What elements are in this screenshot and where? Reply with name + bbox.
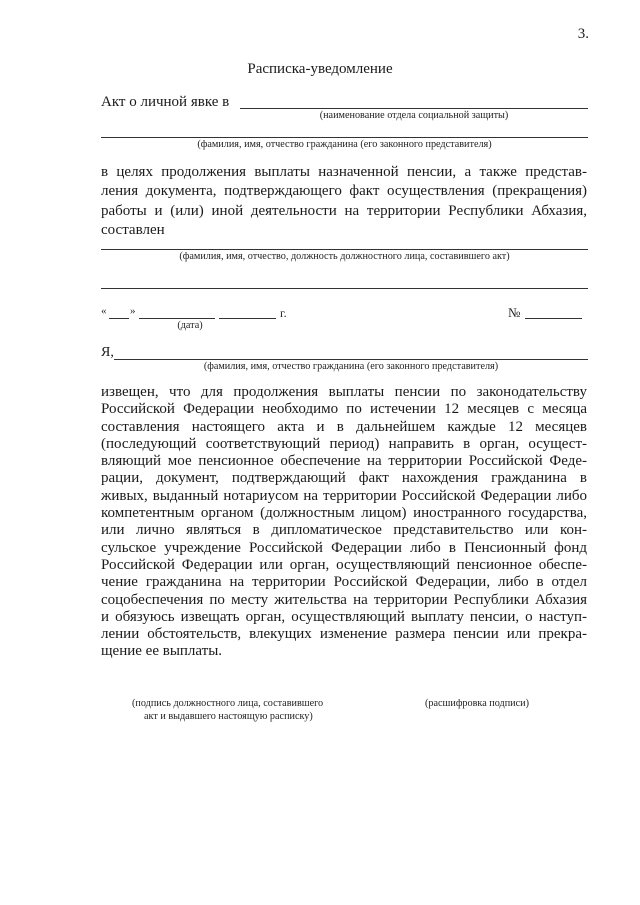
date-caption: (дата)	[177, 320, 203, 331]
paragraph-line: составлен	[101, 222, 165, 239]
number-label: №	[508, 305, 521, 320]
date-month-field[interactable]	[139, 318, 215, 319]
paragraph-line: лении обстоятельств, влекущих изменение размера пенсии или прекра-	[101, 626, 587, 643]
department-caption: (наименование отдела социальной защиты)	[319, 110, 509, 121]
official-signature-caption-line1: (подпись должностного лица, составившего	[132, 698, 324, 709]
paragraph-line: сульское учреждение Российской Федерации либо в Пенсионный фонд	[101, 539, 587, 556]
paragraph-line: чение гражданина на территории Российской Федерации, либо в отдел	[101, 574, 587, 591]
page-number: 3.	[577, 26, 589, 42]
paragraph-line: составления настоящего акта и в дальнейшем каждые 12 месяцев	[101, 418, 587, 435]
official-signature-caption-line2: акт и выдавшего настоящую расписку)	[144, 711, 313, 722]
notice-paragraph	[101, 384, 587, 661]
document-title: Расписка-уведомление	[247, 61, 393, 77]
paragraph-line: извещен, что для продолжения выплаты пенсии по законодательству	[101, 384, 587, 400]
signature-decoding-caption: (расшифровка подписи)	[425, 698, 529, 709]
date-day-close: »	[130, 305, 136, 317]
official-signature-caption	[132, 697, 323, 723]
date-year-suffix: г.	[280, 306, 287, 320]
act-label: Акт о личной явке в	[101, 94, 230, 110]
paragraph-line: живых, выданный нотариусом на территории Российской Федерации либо	[101, 487, 587, 504]
citizen-name-caption: (фамилия, имя, отчество гражданина (его законного представителя)	[197, 139, 492, 150]
official-name-caption: (фамилия, имя, отчество, должность должностного лица, составившего акт)	[179, 251, 510, 262]
paragraph-line: работы и (или) иной деятельности на территории Республики Абхазия,	[101, 202, 587, 219]
paragraph-line: в целях продолжения выплаты назначенной пенсии, а также представ-	[101, 164, 587, 180]
paragraph-line: вляющий мое пенсионное обеспечение на территории Российской Феде-	[101, 453, 587, 470]
declarant-prefix: Я,	[101, 345, 114, 360]
date-year-field[interactable]	[219, 318, 276, 319]
paragraph-line: Российской Федерации или орган, осуществляющий пенсионное обеспе-	[101, 556, 587, 573]
paragraph-line: Российской Федерации необходимо по истечении 12 месяцев с месяца	[101, 401, 587, 418]
paragraph-line: ления документа, подтверждающего факт осуществления (прекращения)	[101, 183, 587, 200]
date-day-field[interactable]	[109, 318, 129, 319]
declarant-name-caption: (фамилия, имя, отчество гражданина (его законного представителя)	[203, 361, 499, 372]
paragraph-line: компетентным органом (должностным лицом) иностранного государства,	[101, 505, 587, 522]
citizen-name-field[interactable]	[101, 137, 588, 138]
paragraph-line: соцобеспечения по месту жительства на территории Республики Абхазия	[101, 591, 587, 608]
declarant-name-field[interactable]	[114, 359, 588, 360]
paragraph-line: (последующий соответствующий период) направить в орган, осущест-	[101, 435, 587, 452]
paragraph-line: рации, документ, подтверждающий факт нахождения гражданина в	[101, 470, 587, 487]
paragraph-line: и обязуюсь извещать орган, осуществляющий выплату пенсии, о наступ-	[101, 608, 587, 625]
paragraph-line: или лично являться в дипломатическое представительство или кон-	[101, 522, 587, 539]
official-name-field[interactable]	[101, 249, 588, 250]
number-field[interactable]	[525, 318, 582, 319]
purpose-paragraph	[101, 163, 587, 241]
date-day-open: «	[101, 305, 107, 317]
official-extra-field[interactable]	[101, 288, 588, 289]
paragraph-line: щение ее выплаты.	[101, 643, 223, 660]
department-field[interactable]	[240, 108, 588, 109]
